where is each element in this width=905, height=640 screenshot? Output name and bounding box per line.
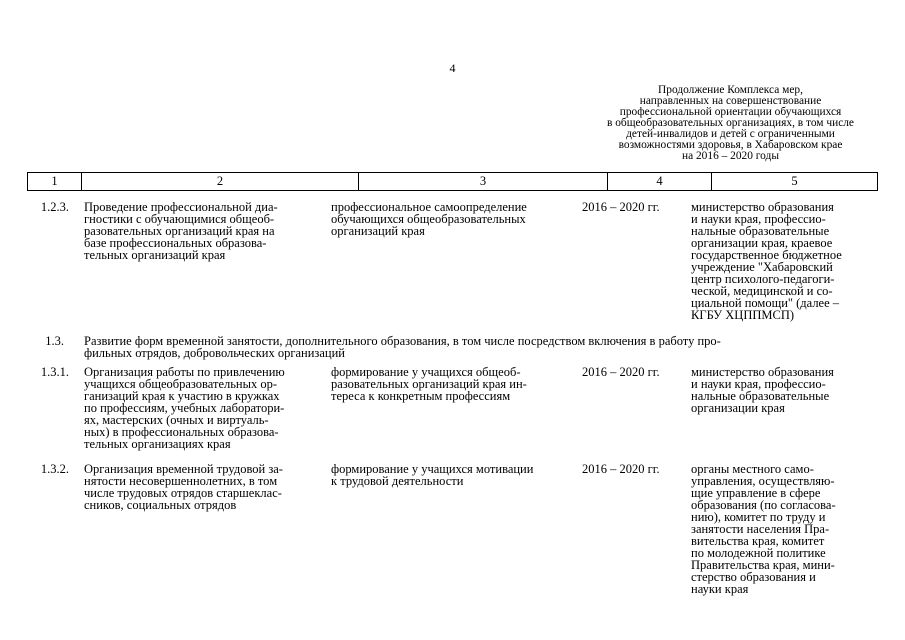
text-line: вительства края, комитет bbox=[691, 534, 825, 548]
text-line: Организация работы по привлечению bbox=[84, 365, 285, 379]
row-number: 1.3. bbox=[45, 334, 64, 348]
row-period: 2016 – 2020 гг. bbox=[582, 365, 660, 379]
text-line: Проведение профессиональной диа- bbox=[84, 200, 278, 214]
row-number: 1.3.1. bbox=[40, 365, 69, 379]
row-number: 1.2.3. bbox=[40, 200, 69, 214]
text-line: учреждение "Хабаровский bbox=[691, 260, 833, 274]
text-line: учащихся общеобразовательных ор- bbox=[84, 377, 278, 391]
column-header-5: 5 bbox=[791, 174, 798, 188]
text-line: к трудовой деятельности bbox=[331, 474, 464, 488]
text-line: и науки края, профессио- bbox=[691, 212, 826, 226]
text-line: тельных организаций края bbox=[84, 248, 226, 262]
text-line: нальные образовательные bbox=[691, 389, 830, 403]
text-line: Правительства края, мини- bbox=[691, 558, 835, 572]
continuation-heading-line: профессиональной ориентации обучающихся bbox=[619, 106, 842, 118]
row-measure bbox=[84, 463, 311, 511]
text-line: ных) в профессиональных образова- bbox=[84, 425, 279, 439]
text-line: по профессиям, учебных лаборатори- bbox=[84, 401, 285, 415]
column-header-3: 3 bbox=[359, 173, 608, 190]
text-line: гностики с обучающимися общеоб- bbox=[84, 212, 275, 226]
text-line: формирование у учащихся общеоб- bbox=[331, 365, 521, 379]
text-line: науки края bbox=[691, 582, 749, 596]
text-line: базе профессиональных образова- bbox=[84, 236, 267, 250]
page-number: 4 bbox=[449, 61, 456, 75]
text-line: разовательных организаций края ин- bbox=[331, 377, 527, 391]
text-line: и науки края, профессио- bbox=[691, 377, 826, 391]
text-line: Развитие форм временной занятости, дополнительного образования, в том числе посредством включения в работу про- bbox=[84, 334, 721, 348]
text-line: щие управление в сфере bbox=[691, 486, 821, 500]
text-line: тельных организациях края bbox=[84, 437, 231, 451]
text-line: управления, осуществляю- bbox=[691, 474, 835, 488]
text-line: министерство образования bbox=[691, 200, 834, 214]
text-line: нятости несовершеннолетних, в том bbox=[84, 474, 278, 488]
row-executors bbox=[691, 366, 881, 414]
row-measure bbox=[84, 201, 311, 261]
text-line: Организация временной трудовой за- bbox=[84, 462, 283, 476]
text-line: формирование у учащихся мотивации bbox=[331, 462, 534, 476]
text-line: разовательных организаций края на bbox=[84, 224, 275, 238]
row-executors bbox=[691, 463, 881, 595]
text-line: КГБУ ХЦППМСП) bbox=[691, 308, 795, 322]
column-header-4: 4 bbox=[608, 173, 712, 190]
continuation-heading-line: Продолжение Комплекса мер, bbox=[658, 84, 803, 96]
text-line: центр психолого-педагоги- bbox=[691, 272, 835, 286]
text-line: обучающихся общеобразовательных bbox=[331, 212, 526, 226]
column-header-1: 1 bbox=[28, 173, 82, 190]
text-line: ях, мастерских (очных и виртуаль- bbox=[84, 413, 269, 427]
continuation-heading-line: направленных на совершенствование bbox=[639, 95, 822, 107]
text-line: государственное бюджетное bbox=[691, 248, 842, 262]
text-line: организации края bbox=[691, 401, 785, 415]
column-header-row bbox=[27, 172, 878, 191]
row-number: 1.3.2. bbox=[40, 462, 69, 476]
text-line: занятости населения Пра- bbox=[691, 522, 830, 536]
row-period: 2016 – 2020 гг. bbox=[582, 462, 660, 476]
text-line: тереса к конкретным профессиям bbox=[331, 389, 511, 403]
text-line: сников, социальных отрядов bbox=[84, 498, 237, 512]
row-executors bbox=[691, 201, 881, 321]
text-line: нальные образовательные bbox=[691, 224, 830, 238]
text-line: нию), комитет по труду и bbox=[691, 510, 826, 524]
continuation-heading-line: в общеобразовательных организациях, в том числе bbox=[606, 117, 854, 129]
text-line: министерство образования bbox=[691, 365, 834, 379]
section-title bbox=[84, 335, 874, 359]
text-line: ческой, медицинской и со- bbox=[691, 284, 833, 298]
continuation-heading-line: детей-инвалидов и детей с ограниченными bbox=[626, 128, 835, 140]
text-line: организации края, краевое bbox=[691, 236, 833, 250]
text-line: ганизаций края к участию в кружках bbox=[84, 389, 280, 403]
text-line: организаций края bbox=[331, 224, 425, 238]
continuation-heading-line: возможностями здоровья, в Хабаровском крае bbox=[618, 139, 843, 151]
text-line: циальной помощи" (далее – bbox=[691, 296, 840, 310]
text-line: фильных отрядов, добровольческих организаций bbox=[84, 346, 345, 360]
row-measure bbox=[84, 366, 311, 450]
row-result bbox=[331, 463, 576, 487]
text-line: стерство образования и bbox=[691, 570, 816, 584]
row-result bbox=[331, 201, 576, 237]
row-period: 2016 – 2020 гг. bbox=[582, 200, 660, 214]
text-line: по молодежной политике bbox=[691, 546, 826, 560]
text-line: профессиональное самоопределение bbox=[331, 200, 527, 214]
text-line: образования (по согласова- bbox=[691, 498, 836, 512]
continuation-heading bbox=[588, 85, 873, 162]
continuation-heading-line: на 2016 – 2020 годы bbox=[681, 150, 779, 162]
text-line: органы местного само- bbox=[691, 462, 814, 476]
column-header-2: 2 bbox=[82, 173, 359, 190]
text-line: числе трудовых отрядов старшеклас- bbox=[84, 486, 282, 500]
row-result bbox=[331, 366, 576, 402]
